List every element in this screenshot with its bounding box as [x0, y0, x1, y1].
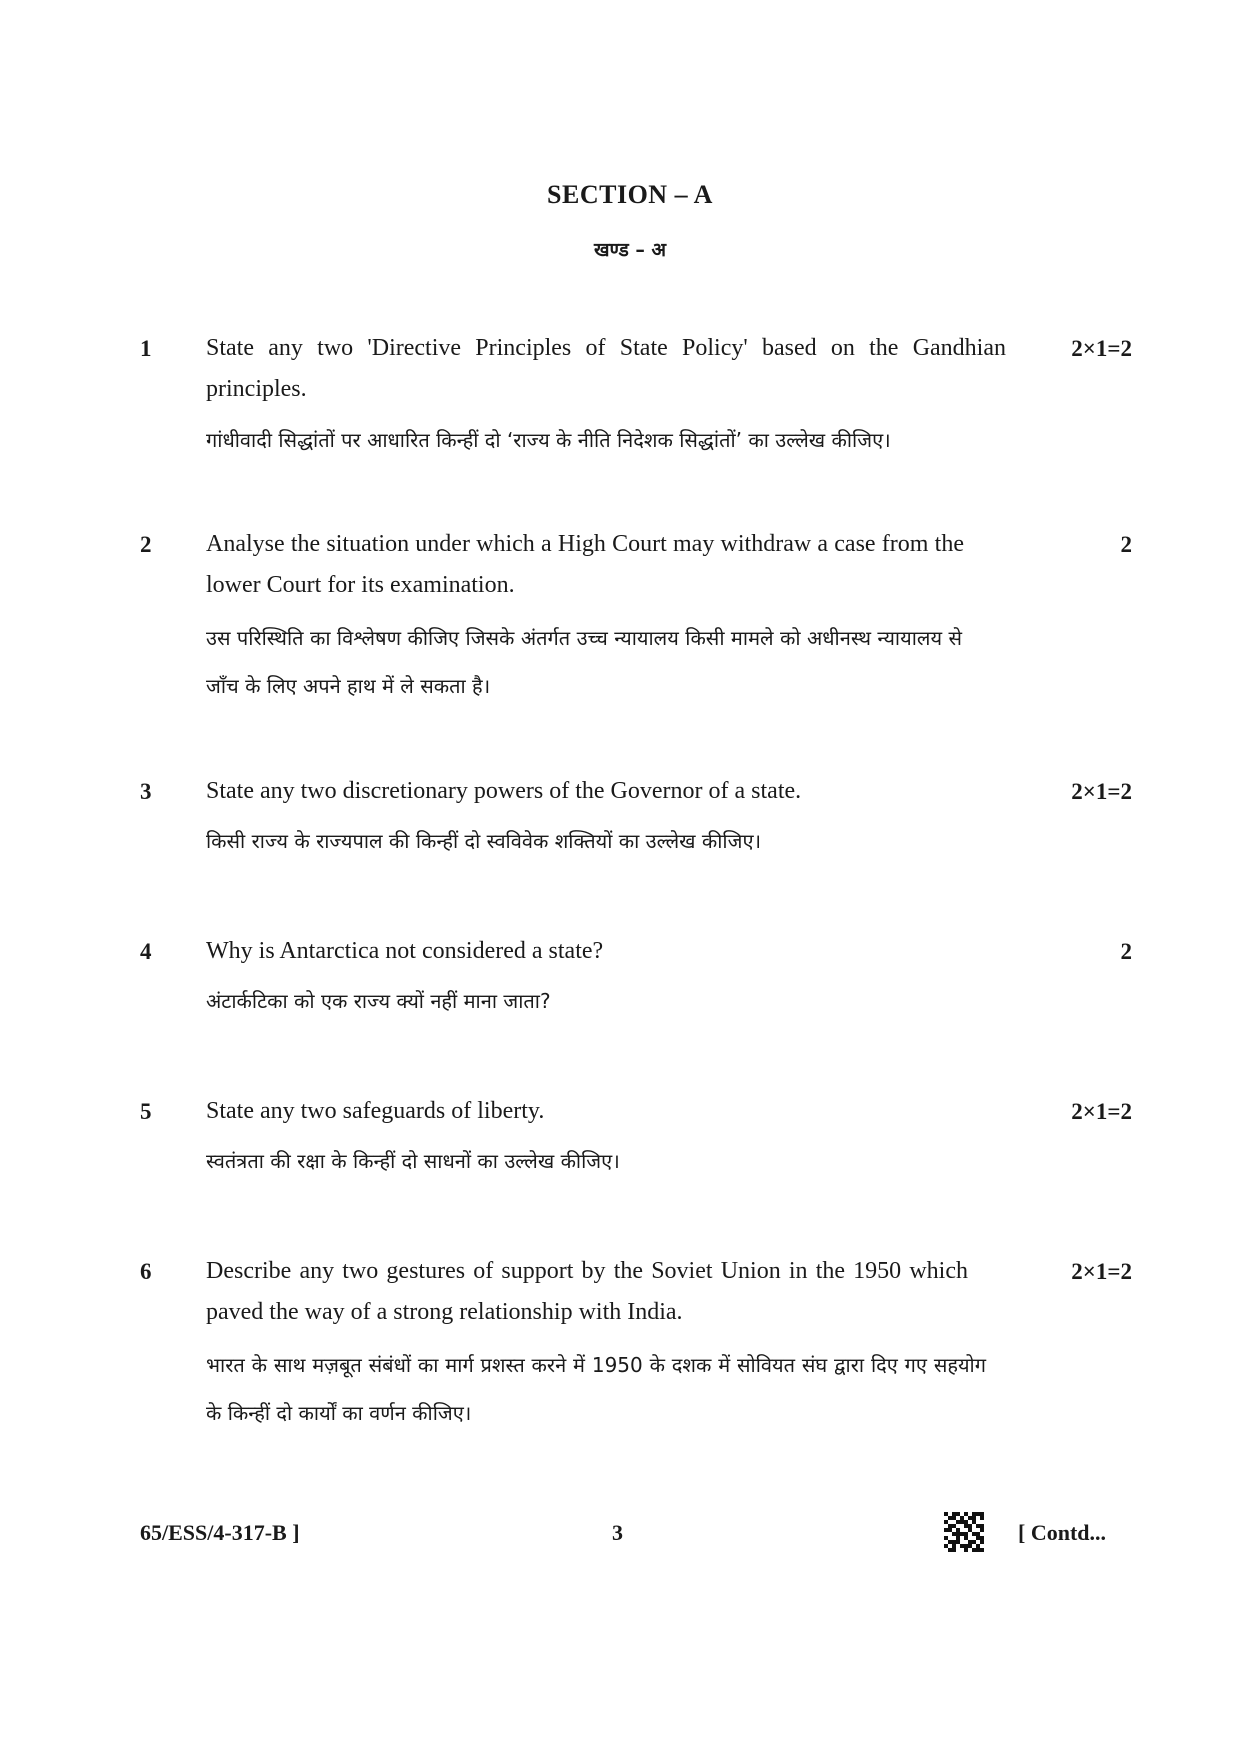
section-subtitle: खण्ड – अ — [594, 239, 666, 261]
question-marks: 2×1=2 — [1071, 1259, 1132, 1284]
question-text-hindi: भारत के साथ मज़बूत संबंधों का मार्ग प्रशस्त करने में 1950 के दशक में सोवियत संघ द्वारा दिए गए सहयोग के किन्हीं दो कार्यों का वर्णन कीजिए। — [206, 1353, 986, 1425]
question-text-hindi: उस परिस्थिति का विश्लेषण कीजिए जिसके अंतर्गत उच्च न्यायालय किसी मामले को अधीनस्थ न्यायालय से जाँच के लिए अपने हाथ में ले सकता है। — [206, 626, 962, 698]
question-number: 5 — [140, 1099, 152, 1124]
question-marks: 2×1=2 — [1071, 779, 1132, 804]
section-title: SECTION – A — [547, 180, 713, 209]
qr-code-icon — [944, 1512, 984, 1552]
question-number: 3 — [140, 779, 152, 804]
question-marks: 2 — [1120, 939, 1132, 964]
question-text-hindi: अंटार्कटिका को एक राज्य क्यों नहीं माना जाता? — [206, 989, 551, 1013]
paper-code: 65/ESS/4-317-B ] — [140, 1520, 300, 1545]
question-number: 1 — [140, 336, 152, 361]
question-text-english: Why is Antarctica not considered a state? — [206, 938, 604, 964]
question-number: 2 — [140, 532, 152, 557]
question-marks: 2×1=2 — [1071, 1099, 1132, 1124]
question-text-english: State any two 'Directive Principles of State Policy' based on the Gandhian principles. — [206, 335, 1006, 402]
question-text-english: Describe any two gestures of support by the Soviet Union in the 1950 which paved the way of a strong relationship with India. — [206, 1258, 968, 1325]
question-text-hindi: गांधीवादी सिद्धांतों पर आधारित किन्हीं दो ‘राज्य के नीति निदेशक सिद्धांतों’ का उल्लेख कीजिए। — [206, 428, 891, 452]
continued-label: [ Contd... — [1018, 1520, 1107, 1545]
question-text-hindi: स्वतंत्रता की रक्षा के किन्हीं दो साधनों का उल्लेख कीजिए। — [206, 1149, 620, 1173]
question-text-english: State any two safeguards of liberty. — [206, 1098, 545, 1124]
question-marks: 2 — [1120, 532, 1132, 557]
question-text-english: State any two discretionary powers of the Governor of a state. — [206, 778, 802, 804]
question-text-english: Analyse the situation under which a High Court may withdraw a case from the lower Court for its examination. — [206, 531, 964, 598]
page-number: 3 — [612, 1520, 623, 1545]
question-number: 6 — [140, 1259, 152, 1284]
question-text-hindi: किसी राज्य के राज्यपाल की किन्हीं दो स्वविवेक शक्तियों का उल्लेख कीजिए। — [206, 829, 762, 853]
question-marks: 2×1=2 — [1071, 336, 1132, 361]
question-number: 4 — [140, 939, 152, 964]
